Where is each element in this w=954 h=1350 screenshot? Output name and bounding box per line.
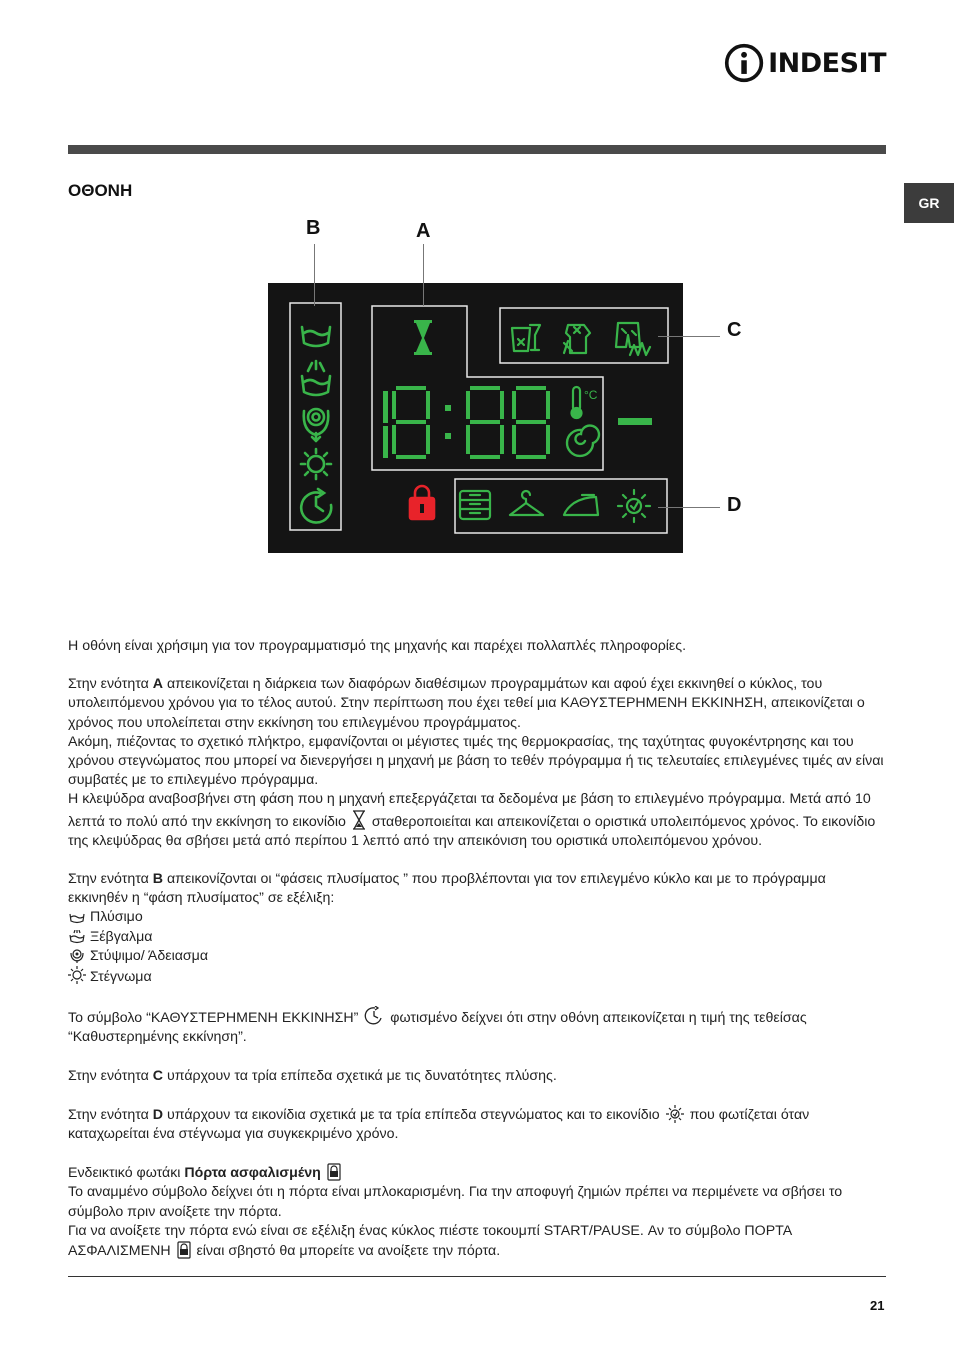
dry-sun-icon [301, 449, 331, 479]
indesit-logo [724, 40, 886, 86]
spin-spiral-icon [567, 426, 599, 456]
label-b: B [306, 217, 321, 239]
wash-icon [302, 327, 330, 346]
delay-start-paragraph [68, 1006, 886, 1047]
section-a-paragraph-3 [68, 790, 886, 851]
top-divider [68, 145, 886, 154]
rinse-small-icon [68, 930, 86, 944]
bold-a: A [152, 676, 164, 693]
cupboard-dry-icon [460, 491, 490, 519]
thermometer-icon [572, 387, 582, 418]
label-d: D [727, 494, 742, 516]
page-number: 21 [870, 1298, 885, 1313]
delay-start-clock-icon [301, 489, 331, 523]
timed-dry-inline-icon [666, 1105, 684, 1123]
spin-drain-icon [304, 409, 329, 441]
bold-door-lock: Πόρτα ασφαλισμένη [184, 1165, 321, 1182]
door-lock-paragraph-2 [68, 1222, 886, 1261]
hourglass-inline-icon [352, 810, 366, 830]
text: Ενδεικτικό φωτάκι [68, 1165, 185, 1182]
door-lock-inline-icon [177, 1241, 191, 1259]
text: απεικονίζονται οι “φάσεις πλυσίματος ” που προβλέπονται για τον επιλεγμένο κύκλο και με το πρόγραμμα εκκινηθέν η “φάση πλυσίματος” σε εξέλιξη: [68, 871, 826, 907]
text: απεικονίζεται η διάρκεια των διαφόρων διαθέσιμων προγραμμάτων και αφού έχει εκκινηθεί ο κύκλος, του υπολειπόμενου χρόνου για το τέλος αυτού. Στην περίπτωση που έχει τεθεί μια ΚΑΘΥΣΤΕΡΗΜΕΝΗ ΕΚΚΙΝΗΣΗ, απεικονίζεται ο χρόνος που υπολείπεται στην εκκίνηση του επιλεγμένου προγράμματος. [68, 676, 865, 731]
text: υπάρχουν τα εικονίδια σχετικά με τα τρία επίπεδα στεγνώματος και το εικονίδιο [163, 1106, 664, 1123]
phase-dry [68, 966, 886, 987]
time-digits [383, 386, 550, 459]
leader-a [423, 244, 424, 306]
intro-paragraph: Η οθόνη είναι χρήσιμη για τον προγραμματισμό της μηχανής και παρέχει πολλαπλές πληροφορίες. [68, 638, 687, 654]
text: υπάρχουν τα τρία επίπεδα σχετικά με τις δυνατότητες πλύσης. [163, 1067, 557, 1084]
rinse-icon [302, 361, 330, 395]
bottom-divider [68, 1276, 886, 1277]
text: Στην ενότητα [68, 871, 153, 888]
text: Για να ανοίξετε την πόρτα ενώ είναι σε εξέλιξη ένας κύκλος πιέστε τοκουμπί START/PAUSE. Αν το σύμβολο ΠΟΡΤΑ ΑΣΦΑΛΙΣΜΕΝΗ [68, 1222, 792, 1260]
leader-b [314, 244, 315, 306]
display-panel [268, 283, 683, 553]
bold-d: D [152, 1106, 164, 1123]
spin-small-icon [68, 949, 86, 963]
phase-label: Πλύσιμο [90, 909, 143, 926]
phase-label: Στέγνωμα [90, 969, 152, 986]
text: Στην ενότητα [68, 1106, 153, 1123]
iron-dry-icon [564, 495, 598, 515]
delay-start-inline-icon [364, 1006, 384, 1026]
section-c-paragraph [68, 1067, 886, 1086]
wash-small-icon [68, 912, 86, 924]
section-b-paragraph [68, 870, 886, 908]
section-d-paragraph [68, 1105, 886, 1144]
hanger-dry-icon [510, 491, 543, 515]
body-text [68, 637, 886, 1261]
timed-dry-icon [618, 490, 650, 522]
phase-spin [68, 947, 886, 966]
text: είναι σβηστό θα μπορείτε να ανοίξετε την πόρτα. [192, 1243, 501, 1260]
text: σταθεροποιείται και απεικονίζεται ο οριστικά υπολειπόμενος χρόνος. Το εικονίδιο της κλεψύδρας θα σβήσει μετά από περίπου 1 λεπτό από την απεικόνιση του οριστικά υπολειπόμενου χρόνου. [68, 813, 876, 849]
language-tab: GR [904, 183, 954, 223]
label-a: A [416, 220, 431, 242]
bold-c: C [152, 1067, 164, 1084]
temp-unit: °C [584, 388, 598, 402]
section-heading: ΟΘΟΝΗ [68, 181, 133, 200]
display-graphic [268, 283, 683, 553]
wash-level-2-icon [564, 325, 590, 353]
brand-name: INDESIT [768, 47, 886, 79]
bold-b: B [152, 871, 164, 888]
text: που φωτίζεται όταν καταχωρείται ένα στέγνωμα για συγκεκριμένο χρόνο. [68, 1106, 810, 1143]
text: Η κλεψύδρα αναβοσβήνει στη φάση που η μηχανή επεξεργάζεται τα δεδομένα με βάση το επιλεγμένο πρόγραμμα. Μετά από 10 λεπτά το πολύ από την εκκίνηση το εικονίδιο [68, 791, 871, 830]
phase-label: Στύψιμο/ Άδειασμα [90, 947, 209, 964]
text: Στην ενότητα [68, 676, 153, 693]
hourglass-icon [414, 320, 432, 355]
text: Το σύμβολο “ΚΑΘΥΣΤΕΡΗΜΕΝΗ ΕΚΚΙΝΗΣΗ” [68, 1010, 363, 1027]
phase-label: Ξέβγαλμα [90, 928, 153, 945]
section-a-paragraph-2: Ακόμη, πιέζοντας το σχετικό πλήκτρο, εμφανίζονται οι μέγιστες τιμές της θερμοκρασίας, της ταχύτητας φυγοκέντρησης και του χρόνου στεγνώματος που μπορεί να διενεργήσει η μηχανή με βάση το τεθέν πρόγραμμα ή τις τελευταίες επιλεγμένες τιμές αν είναι συμβατές με το επιλεγμένο πρόγραμμα. [68, 733, 884, 789]
dry-small-icon [68, 966, 86, 984]
wash-level-3-icon [616, 323, 650, 355]
phase-rinse [68, 928, 886, 947]
wash-level-1-icon [512, 325, 540, 351]
dash-segment [618, 418, 652, 425]
text: Στην ενότητα [68, 1067, 153, 1084]
door-lock-inline-icon [327, 1163, 341, 1181]
text: φωτισμένο δείχνει ότι στην οθόνη απεικονίζεται η τιμή της τεθείσας “Καθυστερημένης εκκίνηση”. [68, 1010, 807, 1046]
door-lock-title [68, 1163, 886, 1183]
section-a-paragraph-1 [68, 675, 886, 733]
phase-wash [68, 908, 886, 927]
door-lock-icon [410, 486, 434, 519]
leader-d [658, 507, 720, 508]
leader-c [658, 336, 720, 337]
label-c: C [727, 319, 742, 341]
section-c-frame [500, 308, 668, 363]
door-lock-paragraph-1: Το αναμμένο σύμβολο δείχνει ότι η πόρτα είναι μπλοκαρισμένη. Για την αποφυγή ζημιών πρέπει να περιμένετε να σβήσει το σύμβολο πριν ανοίξετε την πόρτα. [68, 1184, 843, 1220]
indesit-i-logo-icon [724, 41, 764, 85]
